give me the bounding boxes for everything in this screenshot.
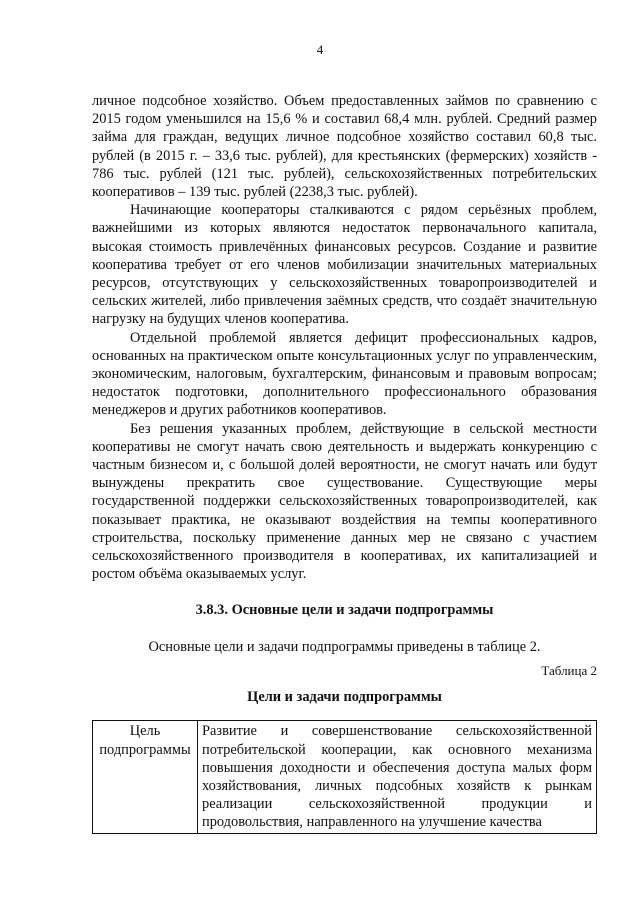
table-title: Цели и задачи подпрограммы (247, 689, 442, 706)
paragraph-continuation: личное подсобное хозяйство. Объем предоставленных займов по сравнению с 2015 годом уменьшился на 15,6 % и составил 68,4 млн. рублей. Средний размер займа для граждан, ведущих личное подсобное хозяйство составил 60,8 тыс. рублей (в 2015 г. – 33,6 тыс. рублей), для крестьянских (фермерских) хозяйств - 786 тыс. рублей (121 тыс. рублей), сельскохозяйственных потребительских кооперативов – 139 тыс. рублей (2238,3 тыс. рублей). (92, 93, 597, 201)
table-row (93, 721, 597, 833)
page-number: 4 (316, 42, 324, 57)
paragraph-problems: Начинающие кооператоры сталкиваются с рядом серьёзных проблем, важнейшими из которых являются недостаток первоначального капитала, высокая стоимость привлечённых финансовых ресурсов. Создание и развитие кооператива требует от его членов мобилизации значительных материальных ресурсов, отсутствующих у сельскохозяйственных товаропроизводителей и сельских жителей, либо привлечения заёмных средств, что создаёт значительную нагрузку на будущих членов кооператива. (92, 202, 597, 328)
table-cell-label: Цель подпрограммы (93, 721, 198, 833)
paragraph-consequences: Без решения указанных проблем, действующие в сельской местности кооперативы не смогут начать свою деятельность и выдержать конкуренцию с частным бизнесом и, с большой долей вероятности, не смогут начать или будут вынуждены прекратить свое существование. Существующие меры государственной поддержки сельскохозяйственных товаропроизводителей, как показывает практика, не оказывают воздействия на темпы кооперативного строительства, поскольку применение данных мер не связано с участием сельскохозяйственного производителя в кооперативах, их капитализацией и ростом объёма оказываемых услуг. (92, 420, 597, 583)
section-heading: 3.8.3. Основные цели и задачи подпрограммы (195, 602, 494, 619)
document-body (92, 92, 597, 834)
paragraph-staff-shortage: Отдельной проблемой является дефицит профессиональных кадров, основанных на практическом опыте консультационных услуг по управленческим, экономическим, налоговым, бухгалтерским, финансовым и правовым вопросам; недостаток подготовки, дополнительного профессионального образования менеджеров и других работников кооперативов. (92, 329, 597, 419)
table-cell-text: Развитие и совершенствование сельскохозяйственной потребительской кооперации, как основного механизма повышения доходности и обеспечения доступа малых форм хозяйствования, личных подсобных хозяйств к рынкам реализации сельскохозяйственной продукции и продовольствия, направленного на улучшение качества (198, 721, 597, 833)
goals-table (92, 720, 597, 833)
intro-sentence: Основные цели и задачи подпрограммы приведены в таблице 2. (148, 638, 541, 655)
table-label: Таблица 2 (541, 662, 597, 678)
